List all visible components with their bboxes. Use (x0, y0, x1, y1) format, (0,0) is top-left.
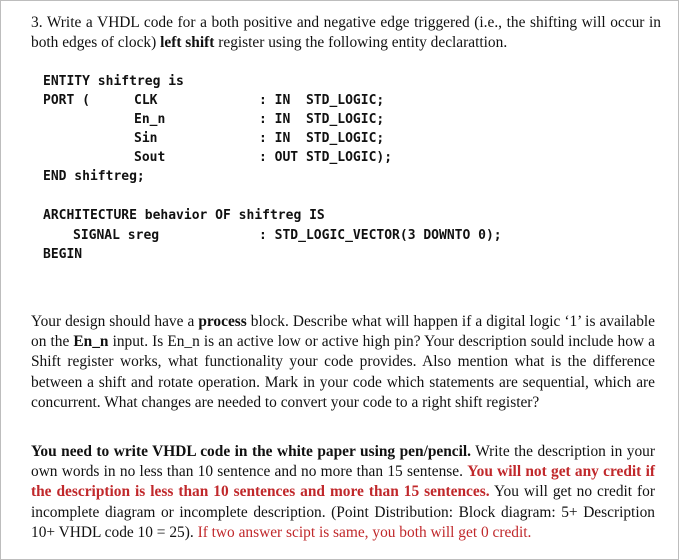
signal-declaration: : STD_LOGIC_VECTOR(3 DOWNTO 0); (259, 228, 502, 243)
para2-duplicate-warning: If two answer scipt is same, you both will get 0 credit. (197, 523, 532, 541)
para1-text-a: Your design should have a (31, 313, 195, 330)
para2-bold-instruction: You need to write VHDL code in the white paper using pen/pencil. (31, 443, 472, 460)
port-decl-sout: : OUT STD_LOGIC); (259, 150, 393, 165)
question-number: 3. (31, 14, 43, 31)
port-name-sin: Sin (134, 131, 158, 146)
port-keyword: PORT ( (43, 93, 90, 108)
port-decl-sin: : IN STD_LOGIC; (259, 131, 385, 146)
end-entity-line: END shiftreg; (43, 169, 145, 184)
description-paragraph (31, 312, 655, 413)
para1-text-c: block. Describe what will happen if a digital logic ‘1’ is available on the (31, 313, 655, 351)
question-text (31, 13, 661, 53)
port-decl-clk: : IN STD_LOGIC; (259, 93, 385, 108)
port-name-clk: CLK (134, 93, 158, 108)
begin-line: BEGIN (43, 247, 83, 262)
instructions-paragraph (31, 442, 655, 543)
signal-name: SIGNAL sreg (73, 228, 160, 243)
architecture-line: ARCHITECTURE behavior OF shiftreg IS (43, 208, 325, 223)
para1-en-n-keyword: En_n (73, 333, 109, 351)
question-emphasis: left shift (160, 34, 215, 51)
port-decl-en-n: : IN STD_LOGIC; (259, 112, 385, 127)
entity-line: ENTITY shiftreg is (43, 74, 184, 89)
para2-credit-warning: You will not get any credit if the description is less than 10 sentences and more than 15 sentences. (31, 463, 655, 501)
para1-process-keyword: process (198, 313, 247, 330)
question-text-part2: register using the following entity declarattion. (218, 34, 508, 51)
port-name-sout: Sout (134, 150, 166, 165)
port-name-en-n: En_n (134, 112, 166, 127)
para2-text-2: You will get no credit for incomplete diagram or incomplete description. (Point Distribution: Block diagram: 5+ Description 10+ VHDL code 10 = 25). (31, 483, 655, 541)
para2-text-1: Write the description in your own words in no less than 10 sentence and no more than 15 sentense. (31, 443, 655, 481)
question-text-part1: Write a VHDL code for a both positive and negative edge triggered (i.e., the shifting will occur in both edges of clock) (31, 14, 661, 51)
para1-text-e: input. Is En_n is an active low or active high pin? Your description sould include how a Shift register works, what functionality your code provides. Also mention what is the difference between a shift and rotate operation. Mark in your code which statements are sequential, which are concurrent. What changes are needed to convert your code to a right shift register? (31, 333, 655, 411)
